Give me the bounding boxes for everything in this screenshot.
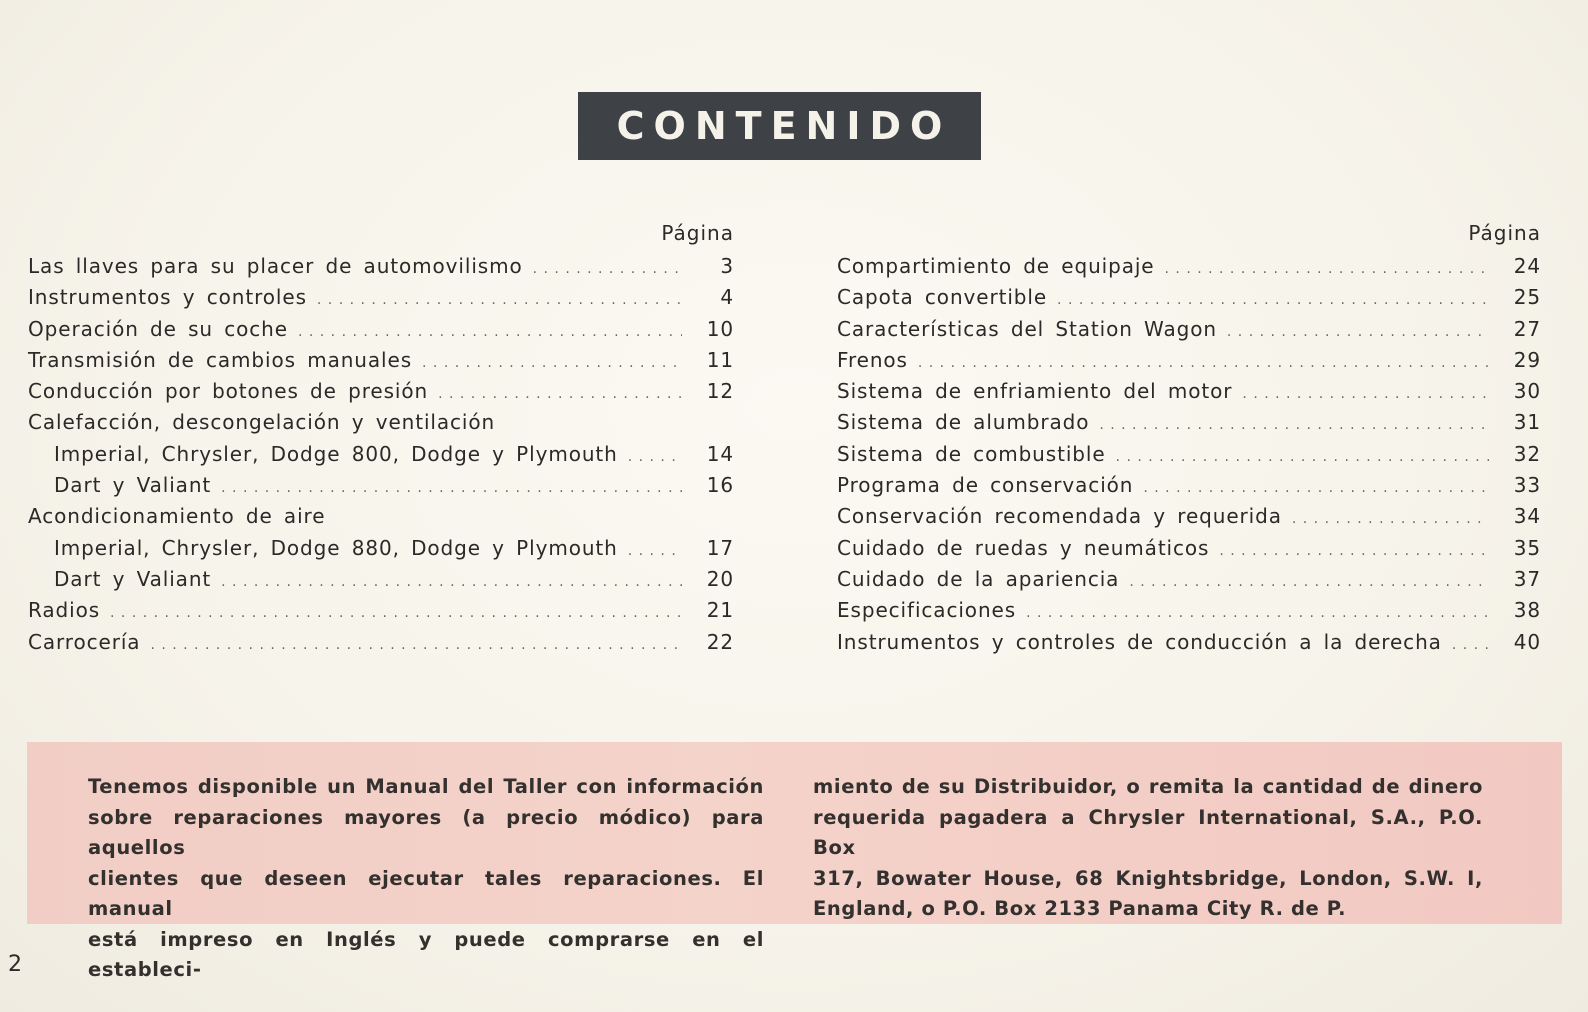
toc-entry: [837, 442, 1541, 473]
toc-entry-label: Sistema de alumbrado: [837, 410, 1090, 435]
toc-entry-page: 20: [706, 566, 734, 591]
toc-entry: [28, 348, 734, 379]
toc-right-column: [837, 218, 1541, 661]
toc-entry-page: 27: [1513, 316, 1541, 341]
toc-entry: [837, 410, 1541, 441]
toc-entry: [28, 285, 734, 316]
toc-entry-label: Instrumentos y controles de conducción a la derecha: [837, 629, 1442, 654]
toc-entry-label: Cuidado de ruedas y neumáticos: [837, 535, 1210, 560]
toc-left-page-header: Página: [661, 221, 734, 245]
toc-entry-page: 32: [1513, 441, 1541, 466]
toc-entry-page: 37: [1513, 566, 1541, 591]
toc-left-column: [28, 218, 734, 661]
toc-leader-dots: [298, 324, 682, 340]
toc-entry: [837, 536, 1541, 567]
toc-entry-label: Compartimiento de equipaje: [837, 254, 1155, 278]
toc-entry: [837, 630, 1541, 661]
toc-entry: [837, 473, 1541, 504]
toc-leader-dots: [1116, 449, 1489, 465]
toc-right-list: [837, 254, 1541, 661]
toc-leader-dots: [110, 605, 682, 621]
note-line: está impreso en Inglés y puede comprarse en el estableci-: [88, 927, 764, 981]
toc-entry-label: Especificaciones: [837, 598, 1017, 623]
note-line: Tenemos disponible un Manual del Taller con información: [88, 775, 764, 798]
toc-right-page-header: Página: [1468, 221, 1541, 245]
toc-entry-label: Las llaves para su placer de automovilismo: [28, 254, 523, 278]
toc-entry-page: 40: [1513, 629, 1541, 654]
toc-entry-label: Características del Station Wagon: [837, 316, 1217, 341]
toc-entry-label: Imperial, Chrysler, Dodge 800, Dodge y Plymouth: [54, 441, 618, 466]
toc-entry-page: 33: [1513, 473, 1541, 498]
toc-entry: [28, 473, 734, 504]
toc-entry-page: 34: [1513, 504, 1541, 529]
toc-entry-page: 4: [720, 285, 734, 310]
toc-entry-label: Capota convertible: [837, 285, 1048, 310]
toc-leader-dots: [1452, 637, 1489, 653]
toc-leader-dots: [1129, 574, 1489, 590]
page-title: CONTENIDO: [616, 104, 952, 148]
toc-leader-dots: [628, 543, 682, 559]
note-line: 317, Bowater House, 68 Knightsbridge, London, S.W. I,: [813, 866, 1483, 890]
toc-entry: [837, 379, 1541, 410]
toc-leader-dots: [1099, 417, 1489, 433]
toc-leader-dots: [1292, 511, 1489, 527]
toc-entry: [837, 285, 1541, 316]
note-line: requerida pagadera a Chrysler International, S.A., P.O. Box: [813, 805, 1483, 859]
toc-entry: [837, 504, 1541, 535]
toc-leader-dots: [1057, 292, 1489, 308]
toc-entry-label: Instrumentos y controles: [28, 285, 307, 310]
toc-entry: [28, 442, 734, 473]
toc-entry-label: Dart y Valiant: [54, 473, 212, 498]
toc-entry: [837, 254, 1541, 285]
toc-entry-page: 31: [1513, 410, 1541, 435]
toc-entry: [28, 317, 734, 348]
toc-leader-dots: [533, 261, 682, 277]
toc-entry: [28, 379, 734, 410]
toc-entry-page: 16: [706, 473, 734, 498]
toc-entry-page: 24: [1513, 254, 1541, 278]
toc-entry-label: Sistema de combustible: [837, 441, 1106, 466]
toc-entry-page: 29: [1513, 347, 1541, 372]
note-text-right: [813, 772, 1483, 925]
toc-entry-label: Calefacción, descongelación y ventilación: [28, 410, 496, 435]
toc-leader-dots: [317, 292, 682, 308]
toc-left-list: [28, 254, 734, 661]
toc-leader-dots: [1143, 480, 1489, 496]
toc-entry: [28, 598, 734, 629]
toc-leader-dots: [628, 449, 682, 465]
toc-entry-page: 22: [706, 629, 734, 654]
toc-entry: [28, 410, 734, 441]
toc-entry-label: Programa de conservación: [837, 473, 1134, 498]
toc-leader-dots: [422, 355, 682, 371]
toc-entry-page: 3: [720, 254, 734, 278]
toc-entry-label: Frenos: [837, 347, 908, 372]
toc-leader-dots: [221, 480, 682, 496]
toc-entry-label: Conducción por botones de presión: [28, 379, 429, 404]
toc-entry-label: Dart y Valiant: [54, 566, 212, 591]
toc-entry: [837, 317, 1541, 348]
toc-entry-page: 25: [1513, 285, 1541, 310]
toc-entry: [837, 567, 1541, 598]
toc-leader-dots: [438, 386, 682, 402]
toc-entry-label: Carrocería: [28, 629, 141, 654]
toc-entry-page: 11: [706, 347, 734, 372]
toc-entry-label: Transmisión de cambios manuales: [28, 347, 413, 372]
toc-leader-dots: [1227, 324, 1489, 340]
toc-leader-dots: [918, 355, 1489, 371]
toc-entry-page: 35: [1513, 535, 1541, 560]
toc-entry-label: Sistema de enfriamiento del motor: [837, 379, 1233, 404]
toc-entry-label: Imperial, Chrysler, Dodge 880, Dodge y Plymouth: [54, 535, 618, 560]
toc-leader-dots: [221, 574, 682, 590]
toc-entry-page: 17: [706, 535, 734, 560]
toc-leader-dots: [150, 637, 682, 653]
note-line: miento de su Distribuidor, o remita la cantidad de dinero: [813, 775, 1483, 798]
page-number: 2: [8, 952, 22, 977]
toc-entry-label: Radios: [28, 598, 101, 623]
note-line: clientes que deseen ejecutar tales reparaciones. El manual: [88, 866, 764, 920]
note-line: sobre reparaciones mayores (a precio módico) para aquellos: [88, 805, 764, 859]
toc-entry: [28, 504, 734, 535]
toc-leader-dots: [1165, 261, 1489, 277]
toc-entry-label: Conservación recomendada y requerida: [837, 504, 1282, 529]
toc-entry-label: Acondicionamiento de aire: [28, 504, 326, 529]
toc-entry: [28, 630, 734, 661]
toc-entry-label: Cuidado de la apariencia: [837, 566, 1120, 591]
toc-entry: [837, 598, 1541, 629]
toc-entry: [837, 348, 1541, 379]
toc-entry-page: 12: [706, 379, 734, 404]
toc-leader-dots: [1242, 386, 1489, 402]
title-banner: [578, 92, 981, 160]
toc-entry-page: 14: [706, 441, 734, 466]
toc-entry-page: 21: [706, 598, 734, 623]
toc-entry-page: 30: [1513, 379, 1541, 404]
toc-entry-label: Operación de su coche: [28, 316, 288, 341]
toc-entry: [28, 567, 734, 598]
note-line: England, o P.O. Box 2133 Panama City R. de P.: [813, 897, 1347, 920]
toc-leader-dots: [1026, 605, 1489, 621]
toc-entry-page: 38: [1513, 598, 1541, 623]
toc-entry: [28, 536, 734, 567]
toc-leader-dots: [1219, 543, 1489, 559]
note-text-left: [88, 772, 764, 986]
toc-entry: [28, 254, 734, 285]
toc-entry-page: 10: [706, 316, 734, 341]
